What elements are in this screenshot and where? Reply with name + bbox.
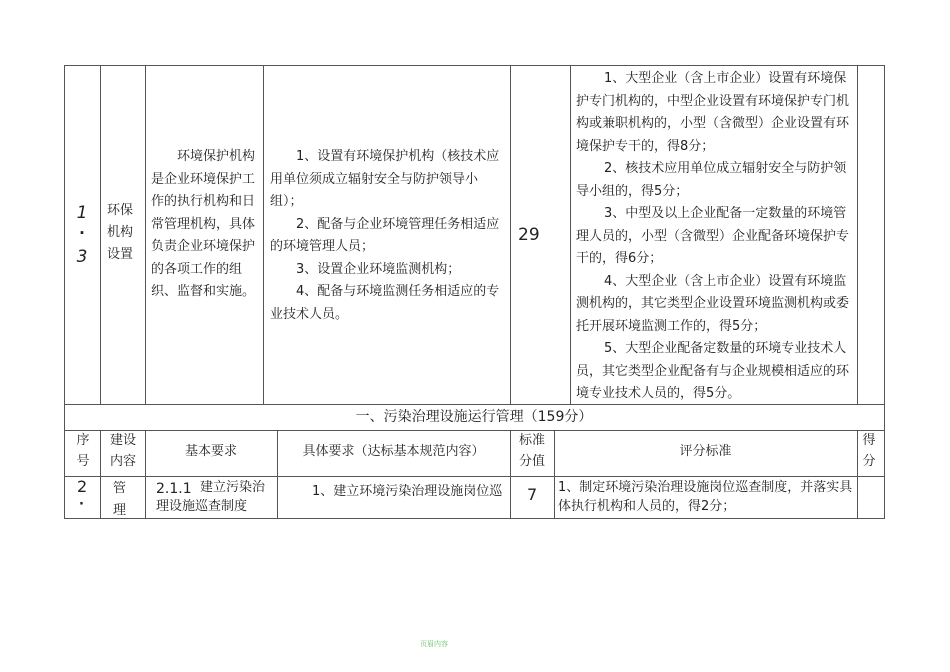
row-scoring-criteria: 1、制定环境污染治理设施岗位巡查制度，并落实具体执行机构和人员的，得2分； [558, 480, 853, 514]
specific-requirement-item: 2、配备与企业环境管理任务相适应的环境管理人员； [270, 216, 500, 254]
item-index-number: 1 [76, 203, 88, 223]
row-basic-requirement: 建立污染治理设施巡查制度 [156, 480, 266, 514]
specific-requirement-item: 1、设置有环境保护机构（核技术应用单位须成立辐射安全与防护领导小组）； [270, 149, 500, 209]
upper-left-border [64, 65, 65, 518]
header-scoring-criteria: 评分标准 [679, 444, 732, 459]
upper-col-divider [100, 65, 101, 404]
row-item-name: 管理 [113, 481, 127, 518]
upper-col-divider [857, 65, 858, 404]
row-specific-requirement: 1、建立环境污染治理设施岗位巡 [312, 484, 503, 499]
criteria-item: 3、中型及以上企业配备一定数量的环境管理人员的，小型（含微型）企业配备环境保护专干的，得6分； [576, 206, 850, 266]
lower-col-divider [857, 430, 858, 518]
header-index: 序号 [76, 433, 90, 469]
upper-col-divider [145, 65, 146, 404]
item-name: 环保机构设置 [107, 203, 134, 262]
header-specific-requirement: 具体要求（达标基本规范内容） [302, 444, 485, 459]
specific-requirement-item: 3、设置企业环境监测机构； [296, 261, 461, 277]
specific-requirements [270, 146, 502, 326]
upper-col-divider [263, 65, 264, 404]
criteria-item: 5、大型企业配备定数量的环境专业技术人员，其它类型企业配备有与企业规模相适应的环境专业技术人员的，得5分。 [576, 341, 850, 401]
row-basic-requirement-code: 2.1.1 [156, 481, 192, 497]
header-standard-score: 标准分值 [518, 433, 545, 469]
item-index-dot: · [79, 224, 85, 242]
row-index-dot: · [79, 497, 84, 512]
scoring-criteria [576, 68, 852, 406]
header-construction-content: 建设内容 [109, 433, 136, 469]
lower-col-divider [100, 430, 101, 518]
header-score: 得分 [862, 433, 876, 469]
header-bottom-border [64, 476, 885, 477]
table-top-border [64, 65, 885, 66]
row-index-number: 2 [77, 477, 88, 496]
upper-col-divider [570, 65, 571, 404]
section-title-bottom-border [64, 430, 885, 431]
basic-requirement: 环境保护机构是企业环境保护工作的执行机构和日常管理机构，具体负责企业环境保护的各项工作的组织、监督和实施。 [151, 149, 256, 299]
lower-col-divider [510, 430, 511, 518]
standard-score: 29 [518, 225, 540, 245]
criteria-item: 4、大型企业（含上市企业）设置有环境监测机构的，其它类型企业设置环境监测机构或委托开展环境监测工作的，得5分； [576, 273, 850, 334]
row-standard-score: 7 [527, 485, 538, 504]
header-basic-requirement: 基本要求 [184, 444, 237, 459]
criteria-item: 2、核技术应用单位成立辐射安全与防护领导小组的，得5分； [576, 161, 847, 199]
table-bottom-border [64, 518, 885, 519]
upper-col-divider [510, 65, 511, 404]
criteria-item: 1、大型企业（含上市企业）设置有环境保护专门机构的，中型企业设置有环境保护专门机构或兼职机构的，小型（含微型）企业设置有环境保护专干的，得8分； [576, 71, 850, 154]
specific-requirement-item: 4、配备与环境监测任务相适应的专业技术人员。 [270, 284, 500, 322]
page-footer: 页眉内容 [420, 640, 448, 648]
right-border [884, 65, 885, 518]
section-title: 一、污染治理设施运行管理（159分） [355, 409, 593, 425]
item-index-sub: 3 [76, 247, 88, 267]
